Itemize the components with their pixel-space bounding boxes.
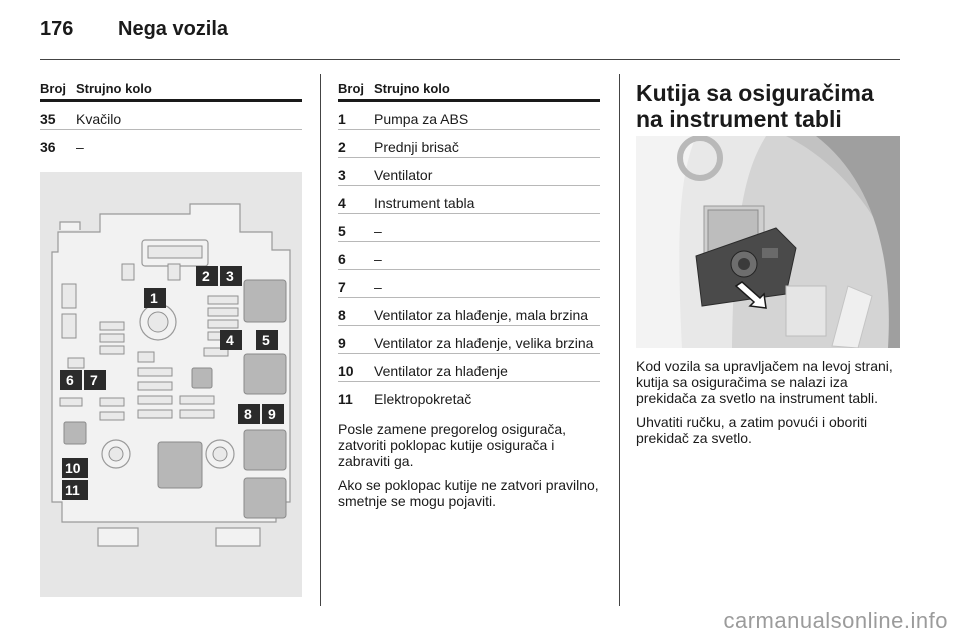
fuse-box-diagram — [40, 172, 302, 597]
row-circuit: Elektropokretač — [374, 391, 472, 407]
relay-block — [244, 280, 286, 322]
relay-block — [244, 430, 286, 470]
svg-text:8: 8 — [244, 406, 252, 422]
top-connector-pins — [148, 246, 202, 258]
svg-text:3: 3 — [226, 268, 234, 284]
fuse-label-4 — [220, 330, 242, 350]
svg-text:4: 4 — [226, 332, 234, 348]
section-title: Kutija sa osiguračima na instrument tabli — [636, 80, 874, 132]
body-paragraph: Uhvatiti ručku, a zatim povući i oboriti prekidač za svetlo. — [636, 414, 868, 446]
row-circuit: Instrument tabla — [374, 195, 475, 211]
note-paragraph: Posle zamene pregorelog osigurača, zatvoriti poklopac kutije osigurača i zabraviti ga. — [338, 421, 567, 469]
row-number: 3 — [338, 167, 346, 183]
right-column-text — [636, 358, 904, 454]
table-row — [338, 353, 600, 381]
lower-bolt-head — [213, 447, 227, 461]
fuse-label-7 — [84, 370, 106, 390]
row-number: 35 — [40, 111, 56, 127]
fuse-label-11 — [62, 480, 88, 500]
column-divider-1 — [320, 74, 321, 606]
row-number: 7 — [338, 279, 346, 295]
row-circuit: – — [374, 279, 382, 295]
row-number: 6 — [338, 251, 346, 267]
table-row — [338, 269, 600, 297]
row-number: 8 — [338, 307, 346, 323]
lower-bolt-head — [109, 447, 123, 461]
svg-text:9: 9 — [268, 406, 276, 422]
table-row — [40, 129, 302, 157]
row-number: 5 — [338, 223, 346, 239]
fuse-label-8 — [238, 404, 260, 424]
col-header-number: Broj — [338, 81, 364, 96]
housing-tab — [216, 528, 260, 546]
middle-column — [338, 80, 600, 517]
mid-table-header — [338, 80, 600, 102]
relay-block — [158, 442, 202, 488]
row-circuit: Pumpa za ABS — [374, 111, 469, 127]
note-paragraph: Ako se poklopac kutije ne zatvori pravilno, smetnje se mogu pojaviti. — [338, 477, 599, 509]
fuse-label-3 — [220, 266, 242, 286]
relay-block — [244, 478, 286, 518]
table-row — [338, 213, 600, 241]
center-bolt-head — [148, 312, 168, 332]
row-circuit: Ventilator za hlađenje, mala brzina — [374, 307, 589, 323]
table-row — [338, 185, 600, 213]
relay-block — [244, 354, 286, 394]
col-header-circuit: Strujno kolo — [76, 81, 152, 96]
row-circuit: Prednji brisač — [374, 139, 459, 155]
row-number: 10 — [338, 363, 354, 379]
table-row — [40, 102, 302, 129]
left-column — [40, 80, 302, 157]
table-row — [338, 325, 600, 353]
svg-text:6: 6 — [66, 372, 74, 388]
fuse-label-1 — [144, 288, 166, 308]
fuse-label-2 — [196, 266, 218, 286]
housing-tab — [98, 528, 138, 546]
header-rule — [40, 59, 900, 60]
svg-text:2: 2 — [202, 268, 210, 284]
svg-text:11: 11 — [65, 482, 80, 498]
row-number: 36 — [40, 139, 56, 155]
fuse-label-6 — [60, 370, 82, 390]
svg-text:1: 1 — [150, 290, 158, 306]
table-row — [338, 129, 600, 157]
page-number: 176 — [40, 18, 74, 40]
instrument-panel-illustration — [636, 136, 900, 348]
fuse-label-9 — [262, 404, 284, 424]
body-paragraph: Kod vozila sa upravljačem na levoj strani, kutija sa osiguračima se nalazi iza prekidača za svetlo na instrument tabli. — [636, 358, 893, 406]
watermark-text: carmanualsonline.info — [723, 608, 948, 633]
row-number: 2 — [338, 139, 346, 155]
svg-text:5: 5 — [262, 332, 270, 348]
table-row — [338, 381, 600, 409]
fuse-label-10 — [62, 458, 88, 478]
housing-tab — [60, 222, 80, 230]
small-relay — [192, 368, 212, 388]
table-row — [338, 102, 600, 129]
col-header-circuit: Strujno kolo — [374, 81, 450, 96]
page-header — [40, 18, 900, 58]
row-circuit: Ventilator za hlađenje, velika brzina — [374, 335, 594, 351]
row-circuit: Kvačilo — [76, 111, 122, 127]
page-title: Nega vozila — [118, 18, 229, 40]
fuse-label-5 — [256, 330, 278, 350]
svg-text:10: 10 — [65, 460, 81, 476]
row-number: 11 — [338, 391, 353, 407]
table-row — [338, 157, 600, 185]
col-header-number: Broj — [40, 81, 66, 96]
svg-text:7: 7 — [90, 372, 98, 388]
instrument-panel-photo — [636, 136, 900, 348]
left-table-header — [40, 80, 302, 102]
small-relay — [64, 422, 86, 444]
table-row — [338, 241, 600, 269]
fuse-box-illustration — [40, 172, 302, 597]
row-circuit: – — [374, 251, 382, 267]
row-circuit: – — [76, 139, 84, 155]
row-number: 9 — [338, 335, 346, 351]
row-circuit: Ventilator — [374, 167, 433, 183]
row-circuit: Ventilator za hlađenje — [374, 363, 508, 379]
row-number: 4 — [338, 195, 346, 211]
row-number: 1 — [338, 111, 346, 127]
right-column — [636, 80, 900, 132]
row-circuit: – — [374, 223, 382, 239]
table-row — [338, 297, 600, 325]
column-divider-2 — [619, 74, 620, 606]
